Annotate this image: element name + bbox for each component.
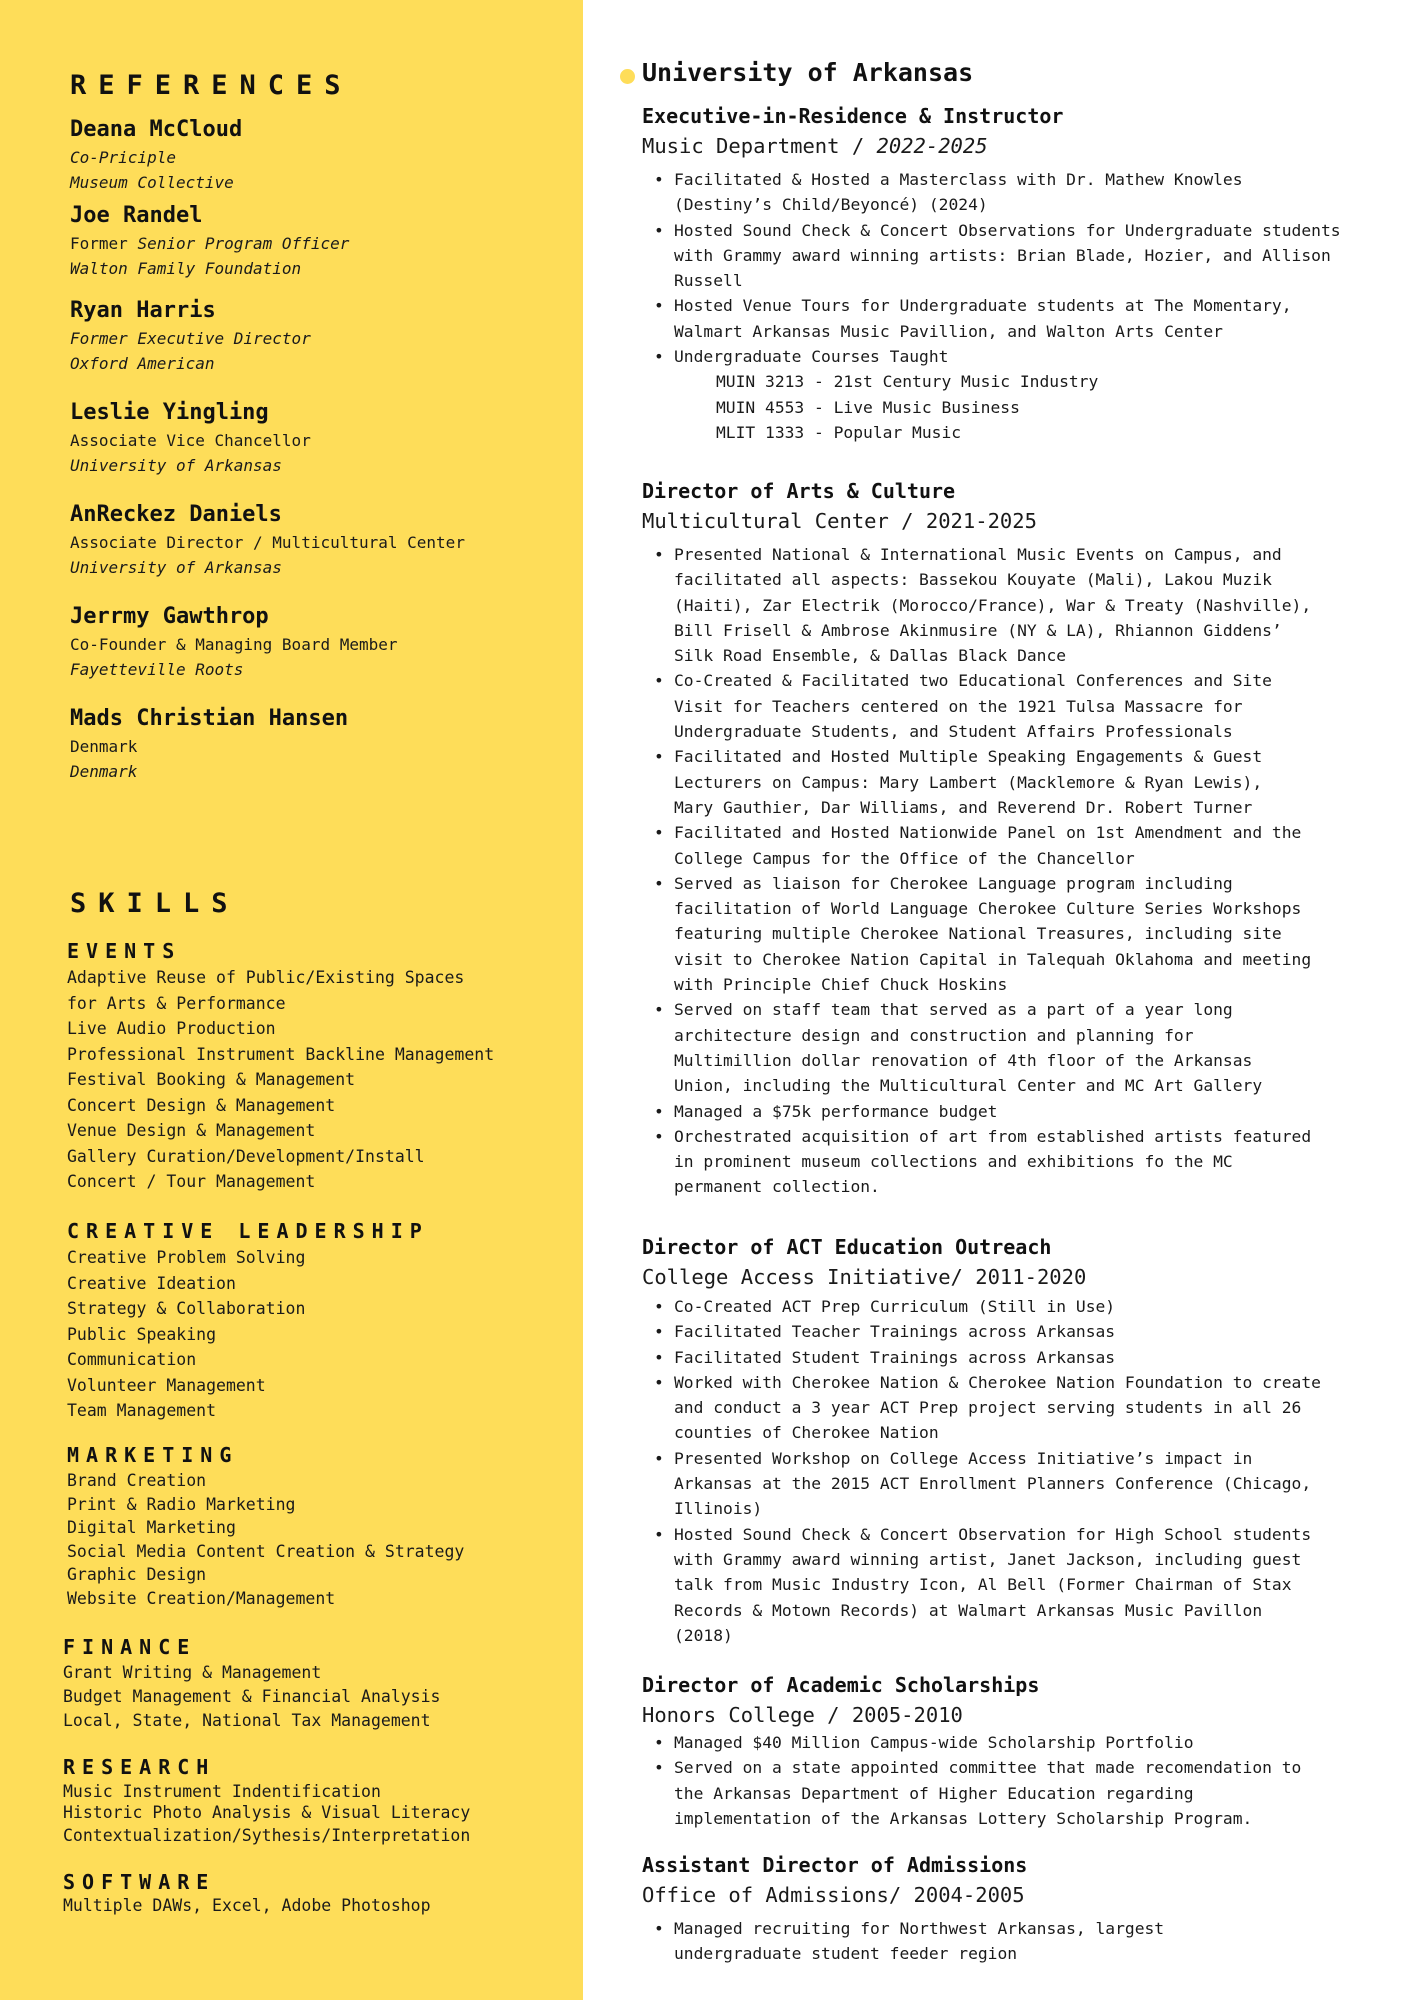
- reference-item: [70, 500, 570, 580]
- bullet-item: • Served on staff team that served as a part of a year long architecture design and construction and planning for Multimillion dollar renovation of 4th floor of the Arkansas Union, including the Multicultural Center and MC Art Gallery: [674, 997, 1392, 1098]
- skill-item: Grant Writing & Management: [63, 1663, 322, 1682]
- bullet-item: • Facilitated Student Trainings across Arkansas: [674, 1345, 1392, 1370]
- skills-software: [63, 1868, 573, 1916]
- job-department: Multicultural Center / 2021-2025: [642, 509, 1037, 533]
- skill-item: Multiple DAWs, Excel, Adobe Photoshop: [63, 1896, 431, 1915]
- org-bullet-icon: [620, 69, 635, 84]
- skill-item: Contextualization/Sythesis/Interpretation: [63, 1826, 471, 1845]
- reference-item: [70, 602, 570, 682]
- reference-org: Oxford American: [70, 354, 215, 373]
- bullet-item: • Orchestrated acquisition of art from established artists featured in prominent museum collections and exhibitions fo the MC permanent collection.: [674, 1124, 1392, 1200]
- skill-item: Festival Booking & Management: [67, 1070, 356, 1089]
- bullet-item: • Facilitated and Hosted Multiple Speaking Engagements & Guest Lecturers on Campus: Mary Lambert (Macklemore & Ryan Lewis), Mary Gauthier, Dar Williams, and Reverend Dr. Robert Turner: [674, 744, 1392, 820]
- skill-item: Website Creation/Management: [67, 1588, 336, 1608]
- skill-item: Print & Radio Marketing: [67, 1494, 296, 1514]
- skill-item: Live Audio Production: [67, 1019, 276, 1038]
- course-item: MUIN 3213 - 21st Century Music Industry: [716, 372, 1099, 392]
- skills-marketing: [67, 1441, 577, 1610]
- reference-org: Fayetteville Roots: [70, 660, 244, 679]
- references-title: REFERENCES: [70, 70, 353, 101]
- skill-item: Brand Creation: [67, 1471, 207, 1490]
- bullet-item: • Managed a $75k performance budget: [674, 1099, 1392, 1124]
- skill-item: Communication: [67, 1350, 197, 1369]
- bullet-item: • Facilitated Teacher Trainings across Arkansas: [674, 1319, 1392, 1344]
- sidebar: [0, 0, 583, 2000]
- reference-title: Co-Priciple: [70, 148, 176, 167]
- job-title: Director of ACT Education Outreach: [642, 1235, 1052, 1259]
- reference-title: Associate Vice Chancellor: [70, 431, 311, 450]
- bullet-item: • Served as liaison for Cherokee Language program including facilitation of World Language Cherokee Culture Series Workshops featuring multiple Cherokee National Treasures, including site visit to Cherokee Nation Capital in Talequah Oklahoma and meeting with Principle Chief Chuck Hoskins: [674, 871, 1392, 997]
- job-dept-text: Music Department /: [642, 134, 877, 158]
- job-title: Director of Arts & Culture: [642, 479, 956, 503]
- skill-heading: FINANCE: [63, 1635, 197, 1659]
- skill-item: Professional Instrument Backline Management: [67, 1044, 495, 1064]
- skill-item: Music Instrument Indentification: [63, 1782, 381, 1801]
- bullet-item: • Worked with Cherokee Nation & Cherokee Nation Foundation to create and conduct a 3 year ACT Prep project serving students in all 26 counties of Cherokee Nation: [674, 1370, 1392, 1446]
- reference-title: Co-Founder & Managing Board Member: [70, 635, 398, 654]
- skill-item: Local, State, National Tax Management: [63, 1711, 431, 1730]
- skills-research: [63, 1753, 573, 1848]
- reference-org: University of Arkansas: [70, 558, 282, 577]
- skill-heading: RESEARCH: [63, 1755, 216, 1779]
- skill-heading: SOFTWARE: [63, 1870, 216, 1894]
- reference-name: Joe Randel: [70, 203, 203, 228]
- reference-item: [70, 398, 570, 478]
- skill-heading: MARKETING: [67, 1443, 239, 1467]
- skill-item: Adaptive Reuse of Public/Existing Spaces: [67, 968, 465, 987]
- skill-item: Social Media Content Creation & Strategy: [67, 1541, 465, 1561]
- reference-item: [70, 704, 570, 784]
- job-bullets: [642, 542, 1392, 1200]
- bullet-item: • Co-Created ACT Prep Curriculum (Still in Use): [674, 1294, 1392, 1319]
- skill-item: Concert / Tour Management: [67, 1172, 316, 1191]
- reference-org: Walton Family Foundation: [70, 259, 302, 278]
- bullet-item: • Managed $40 Million Campus-wide Scholarship Portfolio: [674, 1730, 1392, 1755]
- skill-item: Graphic Design: [67, 1565, 207, 1584]
- job-bullets: [642, 1294, 1392, 1648]
- job-department: [642, 131, 1392, 161]
- skill-item: Historic Photo Analysis & Visual Literacy: [63, 1803, 471, 1822]
- reference-name: AnReckez Daniels: [70, 502, 282, 527]
- job-bullets: [642, 1916, 1392, 1967]
- skills-finance: [63, 1633, 573, 1733]
- skills-creative-leadership: [67, 1217, 577, 1424]
- skills-events: [67, 937, 577, 1195]
- reference-title: Denmark: [70, 737, 138, 756]
- skills-title: SKILLS: [70, 888, 240, 919]
- reference-item: [70, 296, 570, 376]
- course-item: MLIT 1333 - Popular Music: [716, 422, 962, 442]
- bullet-item: • Hosted Sound Check & Concert Observations for Undergraduate students with Grammy award winning artists: Brian Blade, Hozier, and Allison Russell: [674, 218, 1392, 294]
- job-title: Director of Academic Scholarships: [642, 1673, 1040, 1697]
- reference-name: Mads Christian Hansen: [70, 706, 349, 731]
- job-department: Honors College / 2005-2010: [642, 1703, 963, 1727]
- job-entry: [642, 476, 1392, 1200]
- skill-item: Venue Design & Management: [67, 1121, 316, 1140]
- reference-title: Associate Director / Multicultural Center: [70, 533, 465, 552]
- job-bullets: [642, 167, 1392, 369]
- job-entry: [642, 101, 1392, 445]
- skill-item: for Arts & Performance: [67, 993, 286, 1013]
- reference-title-prefix: Former: [70, 234, 138, 253]
- reference-title: Former Executive Director: [70, 329, 311, 348]
- job-years: 2022-2025: [876, 134, 988, 158]
- reference-org: Museum Collective: [70, 173, 234, 192]
- bullet-item: • Hosted Sound Check & Concert Observation for High School students with Grammy award winning artist, Janet Jackson, including guest talk from Music Industry Icon, Al Bell (Former Chairman of Stax Records & Motown Records) at Walmart Arkansas Music Pavillon (2018): [674, 1522, 1392, 1648]
- job-department: Office of Admissions/ 2004-2005: [642, 1883, 1025, 1907]
- reference-name: Jerrmy Gawthrop: [70, 604, 269, 629]
- skill-heading: EVENTS: [67, 939, 182, 963]
- skill-item: Creative Problem Solving: [67, 1248, 306, 1267]
- bullet-item: • Facilitated & Hosted a Masterclass with Dr. Mathew Knowles (Destiny’s Child/Beyoncé) (2024): [674, 167, 1392, 218]
- job-department: College Access Initiative/ 2011-2020: [642, 1265, 1087, 1289]
- course-item: MUIN 4553 - Live Music Business: [716, 397, 1020, 417]
- job-title: Assistant Director of Admissions: [642, 1853, 1028, 1877]
- skill-item: Creative Ideation: [67, 1273, 236, 1293]
- job-bullets: [642, 1730, 1392, 1831]
- reference-title-italic: Senior Program Officer: [137, 234, 350, 253]
- skill-item: Public Speaking: [67, 1324, 217, 1344]
- bullet-item: • Hosted Venue Tours for Undergraduate students at The Momentary, Walmart Arkansas Music Pavillion, and Walton Arts Center: [674, 293, 1392, 344]
- job-entry: [642, 1232, 1392, 1648]
- bullet-item: • Facilitated and Hosted Nationwide Panel on 1st Amendment and the College Campus for the Office of the Chancellor: [674, 820, 1392, 871]
- skill-heading: CREATIVE LEADERSHIP: [67, 1219, 429, 1243]
- skill-item: Gallery Curation/Development/Install: [67, 1146, 425, 1166]
- reference-org: Denmark: [70, 762, 138, 781]
- reference-item: [70, 115, 570, 195]
- bullet-item: • Presented Workshop on College Access Initiative’s impact in Arkansas at the 2015 ACT Enrollment Planners Conference (Chicago, Illinois): [674, 1446, 1392, 1522]
- job-entry: [642, 1850, 1392, 1967]
- bullet-item: • Undergraduate Courses Taught: [674, 344, 1392, 369]
- bullet-item: • Served on a state appointed committee that made recomendation to the Arkansas Department of Higher Education regarding implementation of the Arkansas Lottery Scholarship Program.: [674, 1755, 1392, 1831]
- bullet-item: • Co-Created & Facilitated two Educational Conferences and Site Visit for Teachers centered on the 1921 Tulsa Massacre for Undergraduate Students, and Student Affairs Professionals: [674, 668, 1392, 744]
- reference-name: Ryan Harris: [70, 298, 216, 323]
- organization-title: University of Arkansas: [642, 58, 974, 87]
- bullet-item: • Managed recruiting for Northwest Arkansas, largest undergraduate student feeder region: [674, 1916, 1392, 1967]
- skill-item: Budget Management & Financial Analysis: [63, 1687, 441, 1706]
- reference-org: University of Arkansas: [70, 456, 282, 475]
- reference-item: [70, 201, 570, 281]
- bullet-item: • Presented National & International Music Events on Campus, and facilitated all aspects: Bassekou Kouyate (Mali), Lakou Muzik (Haiti), Zar Electrik (Morocco/France), War & Treaty (Nashville), Bill Frisell & Ambrose Akinmusire (NY & LA), Rhiannon Giddens’ Silk Road Ensemble, & Dallas Black Dance: [674, 542, 1392, 668]
- reference-title: [70, 231, 570, 256]
- skill-item: Team Management: [67, 1401, 217, 1420]
- job-title: Executive-in-Residence & Instructor: [642, 104, 1064, 128]
- references-list: [70, 115, 570, 799]
- reference-name: Deana McCloud: [70, 117, 243, 142]
- reference-name: Leslie Yingling: [70, 400, 269, 425]
- skill-item: Concert Design & Management: [67, 1095, 336, 1115]
- skill-item: Strategy & Collaboration: [67, 1299, 306, 1318]
- skill-item: Volunteer Management: [67, 1375, 266, 1395]
- job-entry: [642, 1670, 1392, 1831]
- skill-item: Digital Marketing: [67, 1518, 236, 1537]
